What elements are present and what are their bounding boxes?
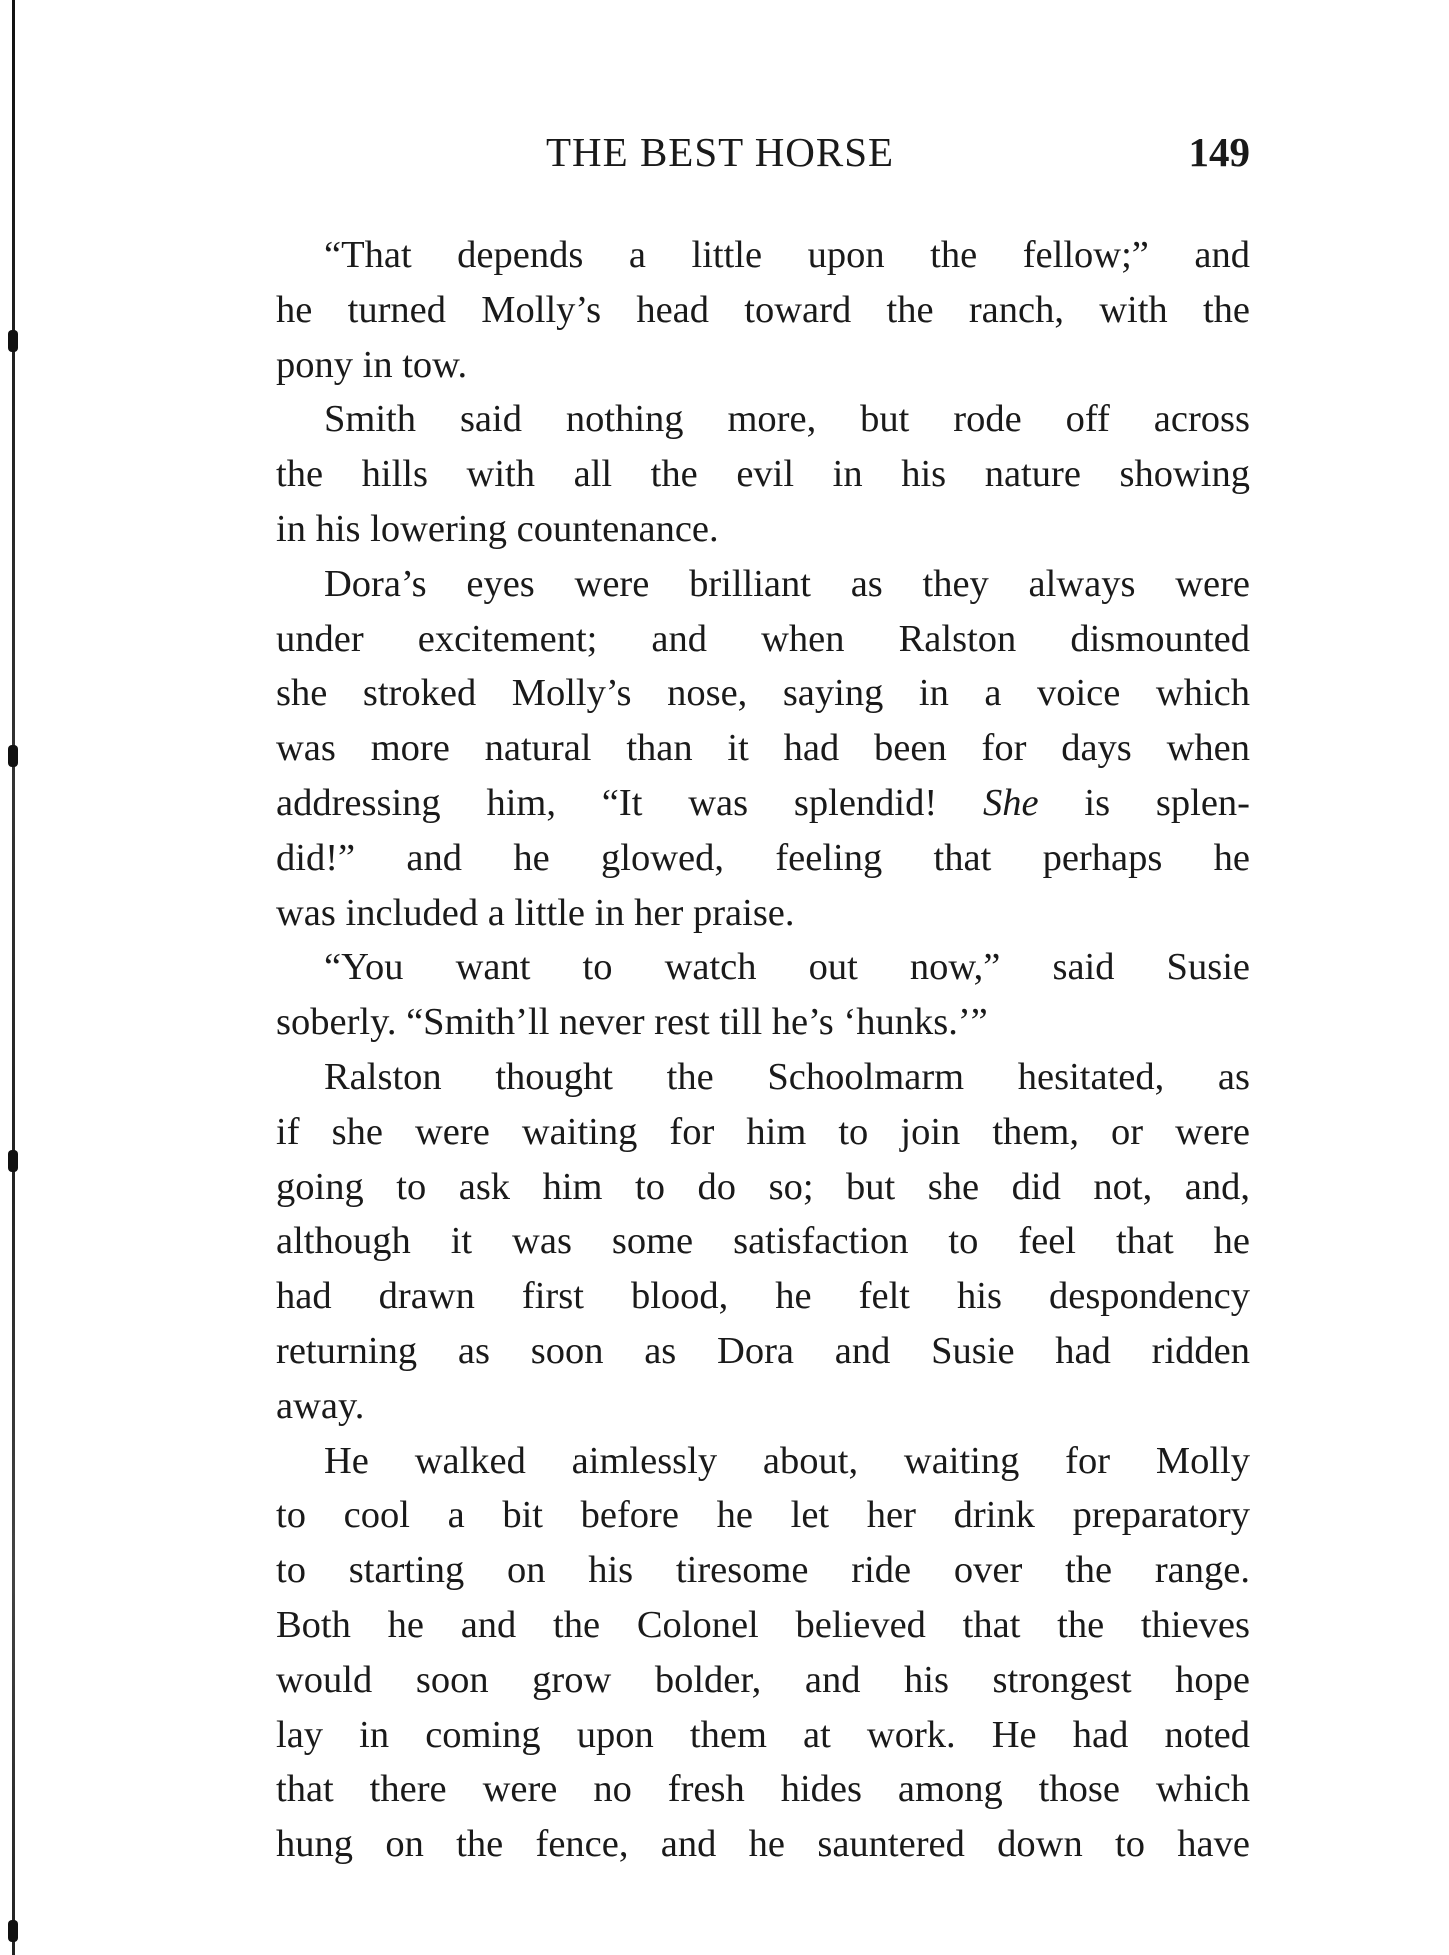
text-line: if she were waiting for him to join them, or were xyxy=(276,1110,1250,1153)
text-line: hung on the fence, and he sauntered down to have xyxy=(276,1823,1250,1866)
binding-mark xyxy=(8,745,18,767)
text-line: under excitement; and when Ralston dismounted xyxy=(276,617,1250,660)
text-line: addressing him, “It was splendid! She is splen- xyxy=(276,781,1250,824)
text-line: soberly. “Smith’ll never rest till he’s ‘hunks.’” xyxy=(276,1001,988,1044)
text-line: to starting on his tiresome ride over the range. xyxy=(276,1549,1250,1592)
binding-mark xyxy=(8,1150,18,1172)
running-head xyxy=(276,128,1250,178)
text-line: Smith said nothing more, but rode off across xyxy=(324,398,1250,441)
text-line: in his lowering countenance. xyxy=(276,507,719,550)
text-line: He walked aimlessly about, waiting for Molly xyxy=(324,1439,1250,1482)
page-number: 149 xyxy=(1188,129,1250,175)
running-title: THE BEST HORSE xyxy=(546,129,895,175)
binding-mark xyxy=(8,1920,18,1942)
text-line: “That depends a little upon the fellow;” and xyxy=(324,234,1250,276)
text-line: returning as soon as Dora and Susie had ridden xyxy=(276,1329,1250,1372)
text-line: had drawn first blood, he felt his despondency xyxy=(276,1275,1250,1318)
text-line: “You want to watch out now,” said Susie xyxy=(324,946,1250,989)
text-line: she stroked Molly’s nose, saying in a voice which xyxy=(276,672,1250,715)
binding-edge xyxy=(12,0,15,1955)
binding-mark xyxy=(8,330,18,352)
text-line: he turned Molly’s head toward the ranch, with the xyxy=(276,288,1250,331)
text-line: that there were no fresh hides among those which xyxy=(276,1768,1250,1811)
text-line: although it was some satisfaction to feel that he xyxy=(276,1220,1250,1263)
text-line: to cool a bit before he let her drink preparatory xyxy=(276,1494,1250,1537)
text-line: Ralston thought the Schoolmarm hesitated, as xyxy=(324,1055,1250,1098)
body-text xyxy=(276,228,1250,1872)
text-line: going to ask him to do so; but she did not, and, xyxy=(276,1165,1250,1208)
text-line: Dora’s eyes were brilliant as they always were xyxy=(324,562,1250,605)
text-line: the hills with all the evil in his nature showing xyxy=(276,453,1250,496)
text-line: did!” and he glowed, feeling that perhaps he xyxy=(276,836,1250,879)
text-line: pony in tow. xyxy=(276,343,468,386)
text-line: would soon grow bolder, and his strongest hope xyxy=(276,1658,1250,1701)
text-line: was more natural than it had been for days when xyxy=(276,727,1250,770)
text-line: was included a little in her praise. xyxy=(276,891,795,934)
text-line: away. xyxy=(276,1384,365,1427)
text-line: lay in coming upon them at work. He had noted xyxy=(276,1713,1250,1756)
text-line: Both he and the Colonel believed that the thieves xyxy=(276,1603,1250,1646)
